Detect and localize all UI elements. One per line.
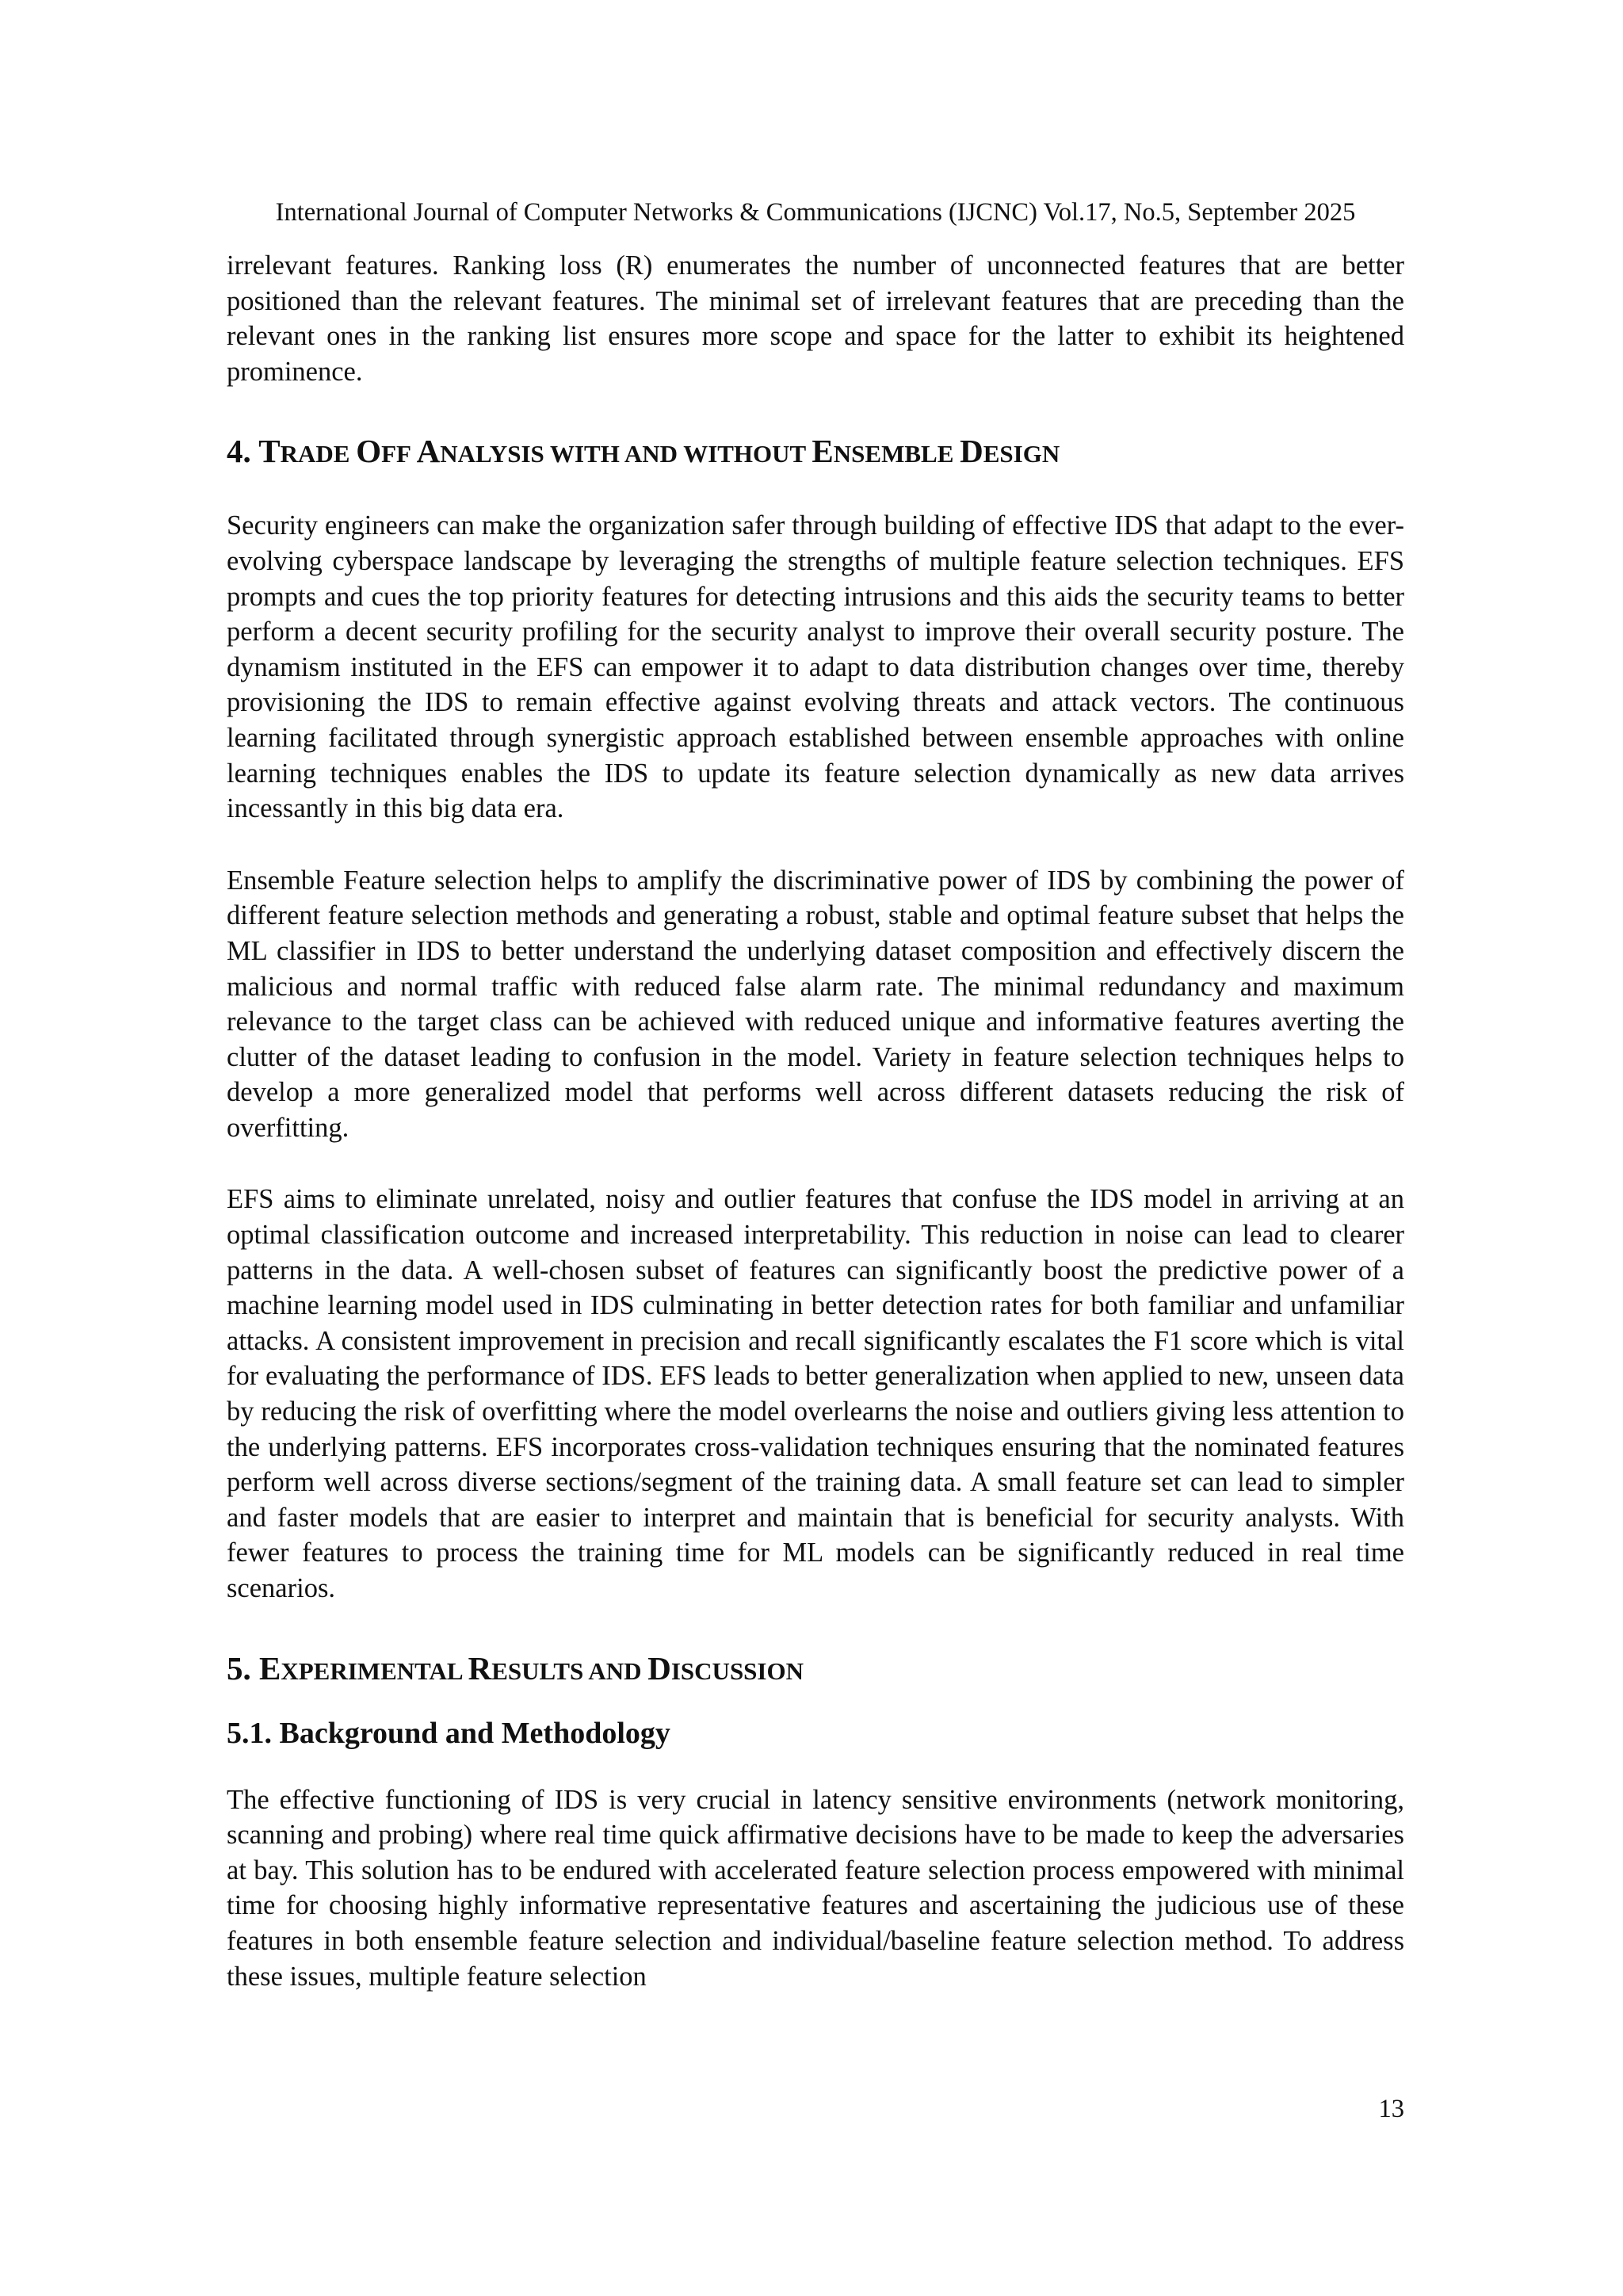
section-4-paragraph-1: Security engineers can make the organization safer through building of effective IDS that adapt to the ever-evolving cyberspace landscape by leveraging the strengths of multiple feature selection techniques. EFS prompts and cues the top priority features for detecting intrusions and this aids the security teams to better perform a decent security profiling for the security analyst to improve their overall security posture. The dynamism instituted in the EFS can empower it to adapt to data distribution changes over time, thereby provisioning the IDS to remain effective against evolving threats and attack vectors. The continuous learning facilitated through synergistic approach established between ensemble approaches with online learning techniques enables the IDS to update its feature selection dynamically as new data arrives incessantly in this big data era. xyxy=(227,510,1404,824)
section-4-title-part: ESIGN xyxy=(983,440,1060,468)
section-5-title-part: D xyxy=(647,1649,671,1687)
section-4-number: 4. xyxy=(227,433,251,470)
section-4-title-part: D xyxy=(960,433,983,470)
section-5-title-part: ESULTS AND xyxy=(491,1656,648,1685)
section-4-title-part: RADE xyxy=(280,440,357,468)
section-4-title-part: T xyxy=(258,433,281,470)
section-4-title-part: O xyxy=(356,433,382,470)
section-4-paragraph-2: Ensemble Feature selection helps to amplify the discriminative power of IDS by combining the power of different feature selection methods and generating a robust, stable and optimal feature subset that helps the ML classifier in IDS to better understand the underlying dataset composition and effectively discern the malicious and normal traffic with reduced false alarm rate. The minimal redundancy and maximum relevance to the target class can be achieved with reduced unique and informative features averting the clutter of the dataset leading to confusion in the model. Variety in feature selection techniques helps to develop a more generalized model that performs well across different datasets reducing the risk of overfitting. xyxy=(227,865,1404,1143)
section-4-title-part: NALYSIS WITH AND WITHOUT xyxy=(440,440,812,468)
running-header: International Journal of Computer Networks & Communications (IJCNC) Vol.17, No.5, September 2025 xyxy=(275,198,1356,227)
section-5-title-part: E xyxy=(259,1649,281,1687)
page-number: 13 xyxy=(1378,2095,1404,2123)
section-4-heading xyxy=(227,430,1404,475)
subsection-5-1-heading: 5.1. Background and Methodology xyxy=(227,1716,670,1750)
section-4-title-part: FF xyxy=(381,440,417,468)
section-5-number: 5. xyxy=(227,1649,251,1687)
section-4-paragraph-3: EFS aims to eliminate unrelated, noisy and outlier features that confuse the IDS model in arriving at an optimal classification outcome and increased interpretability. This reduction in noise can lead to clearer patterns in the data. A well-chosen subset of features can significantly boost the predictive power of a machine learning model used in IDS culminating in better detection rates for both familiar and unfamiliar attacks. A consistent improvement in precision and recall significantly escalates the F1 score which is vital for evaluating the performance of IDS. EFS leads to better generalization when applied to new, unseen data by reducing the risk of overfitting where the model overlearns the noise and outliers giving less attention to the underlying patterns. EFS incorporates cross-validation techniques ensuring that the nominated features perform well across diverse sections/segment of the training data. A small feature set can lead to simpler and faster models that are easier to interpret and maintain that is beneficial for security analysts. With fewer features to process the training time for ML models can be significantly reduced in real time scenarios. xyxy=(227,1184,1404,1603)
section-5-title-part: ISCUSSION xyxy=(670,1656,804,1685)
intro-paragraph: irrelevant features. Ranking loss (R) enumerates the number of unconnected features that are better positioned than the relevant features. The minimal set of irrelevant features that are preceding than the relevant ones in the ranking list ensures more scope and space for the latter to exhibit its heightened prominence. xyxy=(227,250,1404,387)
section-5-title-part: XPERIMENTAL xyxy=(281,1656,468,1685)
section-5-title-part: R xyxy=(468,1649,492,1687)
page-content xyxy=(227,248,1404,1994)
section-4-title-part: E xyxy=(812,433,834,470)
section-4-title-part: A xyxy=(416,433,441,470)
section-5-heading xyxy=(227,1648,1404,1692)
subsection-5-1-paragraph-1: The effective functioning of IDS is very crucial in latency sensitive environments (network monitoring, scanning and probing) where real time quick affirmative decisions have to be made to keep the adversaries at bay. This solution has to be endured with accelerated feature selection process empowered with minimal time for choosing highly informative representative features and ascertaining the judicious use of these features in both ensemble feature selection and individual/baseline feature selection method. To address these issues, multiple feature selection xyxy=(227,1784,1404,1992)
section-4-title-part: NSEMBLE xyxy=(833,440,960,468)
